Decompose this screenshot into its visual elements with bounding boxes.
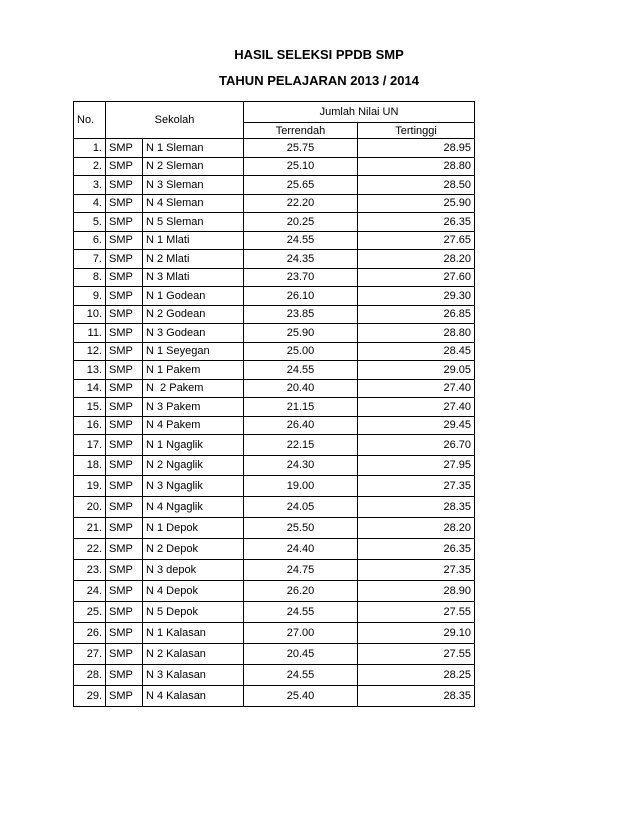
row-highest-score: 27.65: [358, 231, 475, 250]
row-school-type: SMP: [106, 268, 143, 287]
document-title: HASIL SELEKSI PPDB SMP: [234, 47, 404, 62]
table-row: [74, 231, 475, 250]
table-row: [74, 580, 475, 601]
row-highest-score: 26.35: [358, 538, 475, 559]
row-lowest-score: 24.30: [244, 455, 358, 476]
row-lowest-score: 25.10: [244, 157, 358, 176]
table-row: [74, 685, 475, 706]
row-lowest-score: 25.40: [244, 685, 358, 706]
row-school-name: N 2 Kalasan: [143, 643, 244, 664]
row-number: 27.: [74, 643, 106, 664]
row-highest-score: 27.35: [358, 476, 475, 497]
row-highest-score: 27.55: [358, 601, 475, 622]
row-school-name: N 5 Depok: [143, 601, 244, 622]
table-row: [74, 342, 475, 361]
row-number: 17.: [74, 435, 106, 456]
row-school-type: SMP: [106, 476, 143, 497]
row-school-type: SMP: [106, 157, 143, 176]
row-school-name: N 3 Sleman: [143, 176, 244, 195]
table-row: [74, 517, 475, 538]
header-sekolah: Sekolah: [106, 102, 244, 139]
row-highest-score: 28.80: [358, 324, 475, 343]
row-school-name: N 4 Pakem: [143, 416, 244, 435]
table-row: [74, 476, 475, 497]
row-lowest-score: 26.20: [244, 580, 358, 601]
header-jumlah-nilai: Jumlah Nilai UN: [244, 102, 475, 123]
row-lowest-score: 26.10: [244, 287, 358, 306]
table-row: [74, 305, 475, 324]
row-number: 8.: [74, 268, 106, 287]
row-number: 10.: [74, 305, 106, 324]
row-school-type: SMP: [106, 176, 143, 195]
header-tertinggi: Tertinggi: [358, 123, 475, 139]
row-school-type: SMP: [106, 643, 143, 664]
row-highest-score: 29.10: [358, 622, 475, 643]
row-lowest-score: 23.70: [244, 268, 358, 287]
row-number: 19.: [74, 476, 106, 497]
row-school-type: SMP: [106, 455, 143, 476]
table-row: [74, 496, 475, 517]
row-highest-score: 25.90: [358, 194, 475, 213]
row-school-type: SMP: [106, 517, 143, 538]
row-school-name: N 4 Depok: [143, 580, 244, 601]
row-school-name: N 3 Pakem: [143, 398, 244, 417]
row-school-name: N 1 Sleman: [143, 139, 244, 158]
row-school-type: SMP: [106, 305, 143, 324]
row-lowest-score: 20.45: [244, 643, 358, 664]
row-lowest-score: 20.40: [244, 379, 358, 398]
row-highest-score: 28.80: [358, 157, 475, 176]
row-school-type: SMP: [106, 250, 143, 269]
row-number: 1.: [74, 139, 106, 158]
row-school-name: N 2 Pakem: [143, 379, 244, 398]
row-number: 23.: [74, 559, 106, 580]
row-school-type: SMP: [106, 139, 143, 158]
table-row: [74, 538, 475, 559]
row-school-name: N 3 depok: [143, 559, 244, 580]
row-lowest-score: 26.40: [244, 416, 358, 435]
row-number: 12.: [74, 342, 106, 361]
row-school-name: N 4 Sleman: [143, 194, 244, 213]
row-school-name: N 2 Depok: [143, 538, 244, 559]
row-lowest-score: 24.40: [244, 538, 358, 559]
row-number: 18.: [74, 455, 106, 476]
row-lowest-score: 20.25: [244, 213, 358, 232]
row-school-name: N 3 Ngaglik: [143, 476, 244, 497]
row-school-type: SMP: [106, 398, 143, 417]
table-row: [74, 643, 475, 664]
row-lowest-score: 22.20: [244, 194, 358, 213]
table-row: [74, 139, 475, 158]
row-school-type: SMP: [106, 213, 143, 232]
row-number: 25.: [74, 601, 106, 622]
row-school-name: N 2 Ngaglik: [143, 455, 244, 476]
row-highest-score: 28.25: [358, 664, 475, 685]
row-school-type: SMP: [106, 361, 143, 380]
row-highest-score: 27.40: [358, 398, 475, 417]
row-school-name: N 1 Kalasan: [143, 622, 244, 643]
row-number: 11.: [74, 324, 106, 343]
row-highest-score: 26.85: [358, 305, 475, 324]
row-highest-score: 27.95: [358, 455, 475, 476]
row-lowest-score: 24.35: [244, 250, 358, 269]
row-highest-score: 29.05: [358, 361, 475, 380]
row-highest-score: 28.45: [358, 342, 475, 361]
row-school-name: N 2 Godean: [143, 305, 244, 324]
row-number: 28.: [74, 664, 106, 685]
row-number: 22.: [74, 538, 106, 559]
row-number: 24.: [74, 580, 106, 601]
row-lowest-score: 24.55: [244, 231, 358, 250]
table-row: [74, 361, 475, 380]
row-number: 9.: [74, 287, 106, 306]
table-row: [74, 398, 475, 417]
row-school-name: N 1 Seyegan: [143, 342, 244, 361]
row-school-type: SMP: [106, 435, 143, 456]
row-school-name: N 4 Ngaglik: [143, 496, 244, 517]
row-number: 2.: [74, 157, 106, 176]
table-row: [74, 379, 475, 398]
row-school-type: SMP: [106, 601, 143, 622]
row-highest-score: 27.35: [358, 559, 475, 580]
row-lowest-score: 22.15: [244, 435, 358, 456]
header-no: No.: [74, 102, 106, 139]
row-lowest-score: 24.55: [244, 361, 358, 380]
row-school-type: SMP: [106, 580, 143, 601]
row-school-name: N 1 Ngaglik: [143, 435, 244, 456]
row-lowest-score: 23.85: [244, 305, 358, 324]
row-number: 16.: [74, 416, 106, 435]
table-row: [74, 324, 475, 343]
row-school-type: SMP: [106, 342, 143, 361]
row-highest-score: 27.40: [358, 379, 475, 398]
row-number: 7.: [74, 250, 106, 269]
row-highest-score: 27.60: [358, 268, 475, 287]
row-highest-score: 28.20: [358, 250, 475, 269]
row-school-name: N 2 Mlati: [143, 250, 244, 269]
table-row: [74, 157, 475, 176]
row-school-type: SMP: [106, 379, 143, 398]
row-lowest-score: 25.00: [244, 342, 358, 361]
row-school-name: N 1 Mlati: [143, 231, 244, 250]
table-row: [74, 622, 475, 643]
row-school-type: SMP: [106, 416, 143, 435]
row-school-name: N 3 Godean: [143, 324, 244, 343]
row-number: 20.: [74, 496, 106, 517]
row-lowest-score: 27.00: [244, 622, 358, 643]
row-number: 21.: [74, 517, 106, 538]
row-highest-score: 29.30: [358, 287, 475, 306]
row-highest-score: 28.95: [358, 139, 475, 158]
table-row: [74, 435, 475, 456]
row-highest-score: 28.90: [358, 580, 475, 601]
row-highest-score: 27.55: [358, 643, 475, 664]
row-lowest-score: 25.90: [244, 324, 358, 343]
row-lowest-score: 24.05: [244, 496, 358, 517]
row-number: 29.: [74, 685, 106, 706]
row-lowest-score: 25.65: [244, 176, 358, 195]
row-school-name: N 3 Mlati: [143, 268, 244, 287]
table-row: [74, 559, 475, 580]
table-row: [74, 176, 475, 195]
row-highest-score: 26.70: [358, 435, 475, 456]
row-highest-score: 28.20: [358, 517, 475, 538]
row-school-type: SMP: [106, 685, 143, 706]
document-subtitle: TAHUN PELAJARAN 2013 / 2014: [219, 73, 419, 88]
row-number: 6.: [74, 231, 106, 250]
row-school-type: SMP: [106, 496, 143, 517]
table-row: [74, 287, 475, 306]
table-row: [74, 601, 475, 622]
row-school-type: SMP: [106, 538, 143, 559]
row-school-type: SMP: [106, 559, 143, 580]
row-school-type: SMP: [106, 231, 143, 250]
row-lowest-score: 24.75: [244, 559, 358, 580]
row-highest-score: 28.50: [358, 176, 475, 195]
row-school-type: SMP: [106, 287, 143, 306]
table-row: [74, 455, 475, 476]
row-school-type: SMP: [106, 194, 143, 213]
row-lowest-score: 24.55: [244, 601, 358, 622]
row-highest-score: 29.45: [358, 416, 475, 435]
row-number: 5.: [74, 213, 106, 232]
row-school-name: N 1 Godean: [143, 287, 244, 306]
row-number: 4.: [74, 194, 106, 213]
row-highest-score: 26.35: [358, 213, 475, 232]
table-row: [74, 194, 475, 213]
row-school-type: SMP: [106, 664, 143, 685]
row-lowest-score: 19.00: [244, 476, 358, 497]
row-number: 15.: [74, 398, 106, 417]
row-lowest-score: 25.75: [244, 139, 358, 158]
row-lowest-score: 21.15: [244, 398, 358, 417]
table-row: [74, 664, 475, 685]
results-table: [73, 101, 475, 707]
table-row: [74, 416, 475, 435]
row-highest-score: 28.35: [358, 685, 475, 706]
row-school-name: N 3 Kalasan: [143, 664, 244, 685]
row-school-name: N 1 Depok: [143, 517, 244, 538]
row-school-name: N 1 Pakem: [143, 361, 244, 380]
row-school-type: SMP: [106, 324, 143, 343]
row-number: 14.: [74, 379, 106, 398]
header-terrendah: Terrendah: [244, 123, 358, 139]
row-school-name: N 4 Kalasan: [143, 685, 244, 706]
row-highest-score: 28.35: [358, 496, 475, 517]
row-number: 13.: [74, 361, 106, 380]
table-row: [74, 213, 475, 232]
row-lowest-score: 25.50: [244, 517, 358, 538]
row-school-name: N 2 Sleman: [143, 157, 244, 176]
table-row: [74, 250, 475, 269]
row-lowest-score: 24.55: [244, 664, 358, 685]
table-row: [74, 268, 475, 287]
row-school-name: N 5 Sleman: [143, 213, 244, 232]
row-number: 26.: [74, 622, 106, 643]
row-number: 3.: [74, 176, 106, 195]
row-school-type: SMP: [106, 622, 143, 643]
